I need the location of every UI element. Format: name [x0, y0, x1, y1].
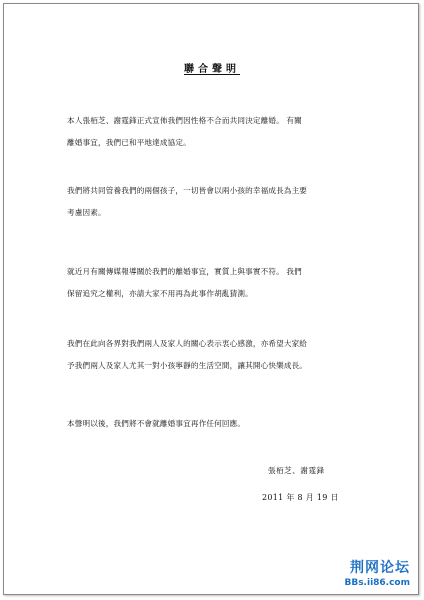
- document-date: 2011 年 8 月 19 日: [262, 493, 339, 502]
- paragraph-2: [67, 180, 373, 224]
- paragraph-line: 我們在此向各界對我們兩人及家人的關心表示衷心感激，亦希望大家給: [67, 339, 308, 348]
- paragraph-line: 考慮因素。: [67, 208, 106, 217]
- paragraph-3: [67, 261, 373, 305]
- document-title: 聯合聲明: [184, 64, 240, 75]
- signature: 張栢芝、謝霆鋒: [268, 466, 325, 475]
- watermark-url: BBs.ii86.com: [344, 578, 410, 588]
- paragraph-4: [67, 333, 373, 377]
- paragraph-line: 我們將共同管養我們的兩個孩子，一切皆會以兩小孩的幸福成長為主要: [67, 186, 308, 195]
- paragraph-line: 保留追究之權利，亦請大家不用再為此事作胡亂猜測。: [67, 289, 253, 298]
- paragraph-line: 本人張栢芝、謝霆鋒正式宣佈我們因性格不合而共同決定離婚。 有關: [67, 116, 302, 125]
- paragraph-1: [67, 110, 373, 154]
- watermark-logo-text: 荆网论坛: [350, 560, 410, 576]
- paragraph-line: 離婚事宜，我們已和平地達成協定。: [67, 138, 191, 147]
- paragraph-line: 就近月有關傳媒報導關於我們的離婚事宜，實質上與事實不符。 我們: [67, 267, 302, 276]
- paragraph-line: 予我們兩人及家人尤其一對小孩寧靜的生活空間，讓其開心快樂成長。: [67, 361, 308, 370]
- site-watermark: [344, 557, 410, 588]
- paragraph-line: 本聲明以後，我們將不會就離婚事宜再作任何回應。: [67, 419, 246, 428]
- paragraph-5: [67, 413, 373, 435]
